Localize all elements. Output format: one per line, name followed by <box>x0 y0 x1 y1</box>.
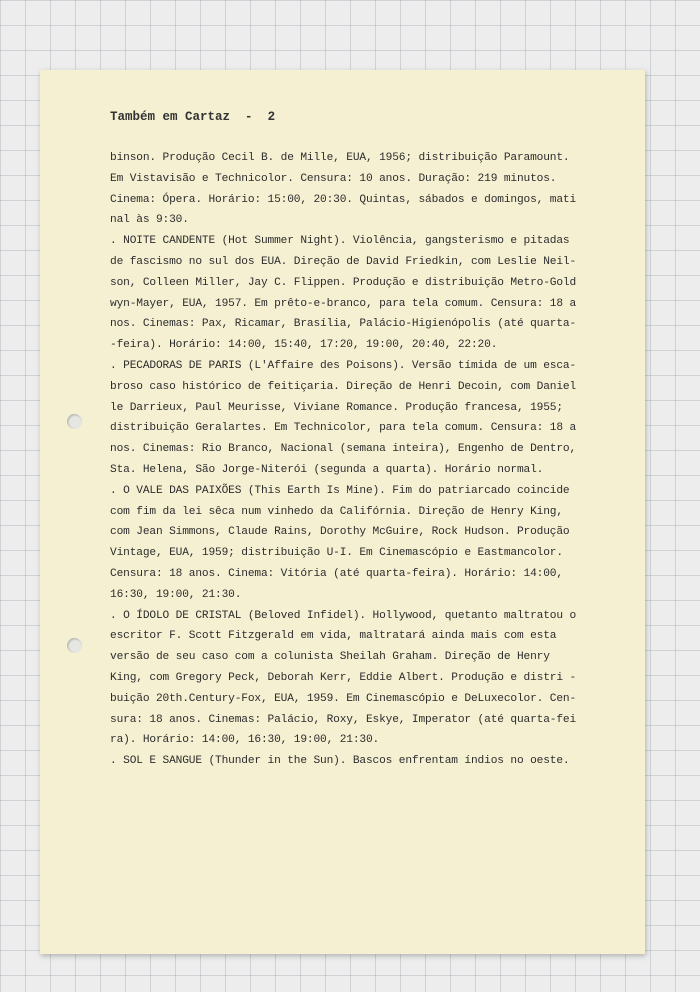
text-line: sura: 18 anos. Cinemas: Palácio, Roxy, Eskye, Imperator (até quarta-fei <box>110 713 577 726</box>
typewritten-page <box>40 70 645 954</box>
text-line: nos. Cinemas: Pax, Ricamar, Brasília, Palácio-Higienópolis (até quarta- <box>110 318 577 331</box>
text-line: Cinema: Ópera. Horário: 15:00, 20:30. Quintas, sábados e domingos, mati <box>110 193 577 206</box>
text-line: versão de seu caso com a colunista Sheilah Graham. Direção de Henry <box>110 651 550 664</box>
text-line: Em Vistavisão e Technicolor. Censura: 10 anos. Duração: 219 minutos. <box>110 172 557 185</box>
page-body <box>110 148 630 772</box>
text-line: Censura: 18 anos. Cinema: Vitória (até quarta-feira). Horário: 14:00, <box>110 567 563 580</box>
text-line: wyn-Mayer, EUA, 1957. Em prêto-e-branco, para tela comum. Censura: 18 a <box>110 297 577 310</box>
text-line: le Darrieux, Paul Meurisse, Viviane Romance. Produção francesa, 1955; <box>110 401 563 414</box>
page-number: 2 <box>267 110 276 124</box>
text-line: nos. Cinemas: Rio Branco, Nacional (semana inteira), Engenho de Dentro, <box>110 443 577 456</box>
header-dash: - <box>245 110 253 124</box>
text-line: distribuição Geralartes. Em Technicolor, para tela comum. Censura: 18 a <box>110 422 577 435</box>
text-line: broso caso histórico de feitiçaria. Direção de Henri Decoin, com Daniel <box>110 380 577 393</box>
text-line: escritor F. Scott Fitzgerald em vida, maltratará ainda mais com esta <box>110 630 557 643</box>
text-line: -feira). Horário: 14:00, 15:40, 17:20, 19:00, 20:40, 22:20. <box>110 339 498 352</box>
page-header <box>110 110 275 124</box>
text-line: buição 20th.Century-Fox, EUA, 1959. Em Cinemascópio e DeLuxecolor. Cen- <box>110 692 577 705</box>
text-line: . SOL E SANGUE (Thunder in the Sun). Bascos enfrentam índios no oeste. <box>110 755 570 768</box>
text-line: King, com Gregory Peck, Deborah Kerr, Eddie Albert. Produção e distri - <box>110 671 577 684</box>
punch-hole-bottom <box>67 638 82 653</box>
text-line: binson. Produção Cecil B. de Mille, EUA, 1956; distribuição Paramount. <box>110 152 570 164</box>
text-line: 16:30, 19:00, 21:30. <box>110 588 242 601</box>
text-line: nal às 9:30. <box>110 214 189 227</box>
text-line: com fim da lei sêca num vinhedo da Califórnia. Direção de Henry King, <box>110 505 563 518</box>
text-line: de fascismo no sul dos EUA. Direção de David Friedkin, com Leslie Neil- <box>110 255 577 268</box>
text-line: . O ÍDOLO DE CRISTAL (Beloved Infidel). Hollywood, quetanto maltratou o <box>110 609 577 622</box>
text-line: Sta. Helena, São Jorge-Niterói (segunda a quarta). Horário normal. <box>110 463 544 476</box>
text-line: . NOITE CANDENTE (Hot Summer Night). Violência, gangsterismo e pitadas <box>110 235 570 248</box>
text-line: . PECADORAS DE PARIS (L'Affaire des Poisons). Versão tímida de um esca- <box>110 359 577 372</box>
header-title: Também em Cartaz <box>110 110 231 124</box>
punch-hole-top <box>67 414 82 429</box>
text-line: ra). Horário: 14:00, 16:30, 19:00, 21:30. <box>110 734 380 747</box>
text-line: Vintage, EUA, 1959; distribuição U-I. Em Cinemascópio e Eastmancolor. <box>110 547 563 560</box>
text-line: . O VALE DAS PAIXÕES (This Earth Is Mine). Fim do patriarcado coincide <box>110 484 570 497</box>
text-line: com Jean Simmons, Claude Rains, Dorothy McGuire, Rock Hudson. Produção <box>110 526 570 539</box>
text-line: son, Colleen Miller, Jay C. Flippen. Produção e distribuição Metro-Gold <box>110 276 577 289</box>
